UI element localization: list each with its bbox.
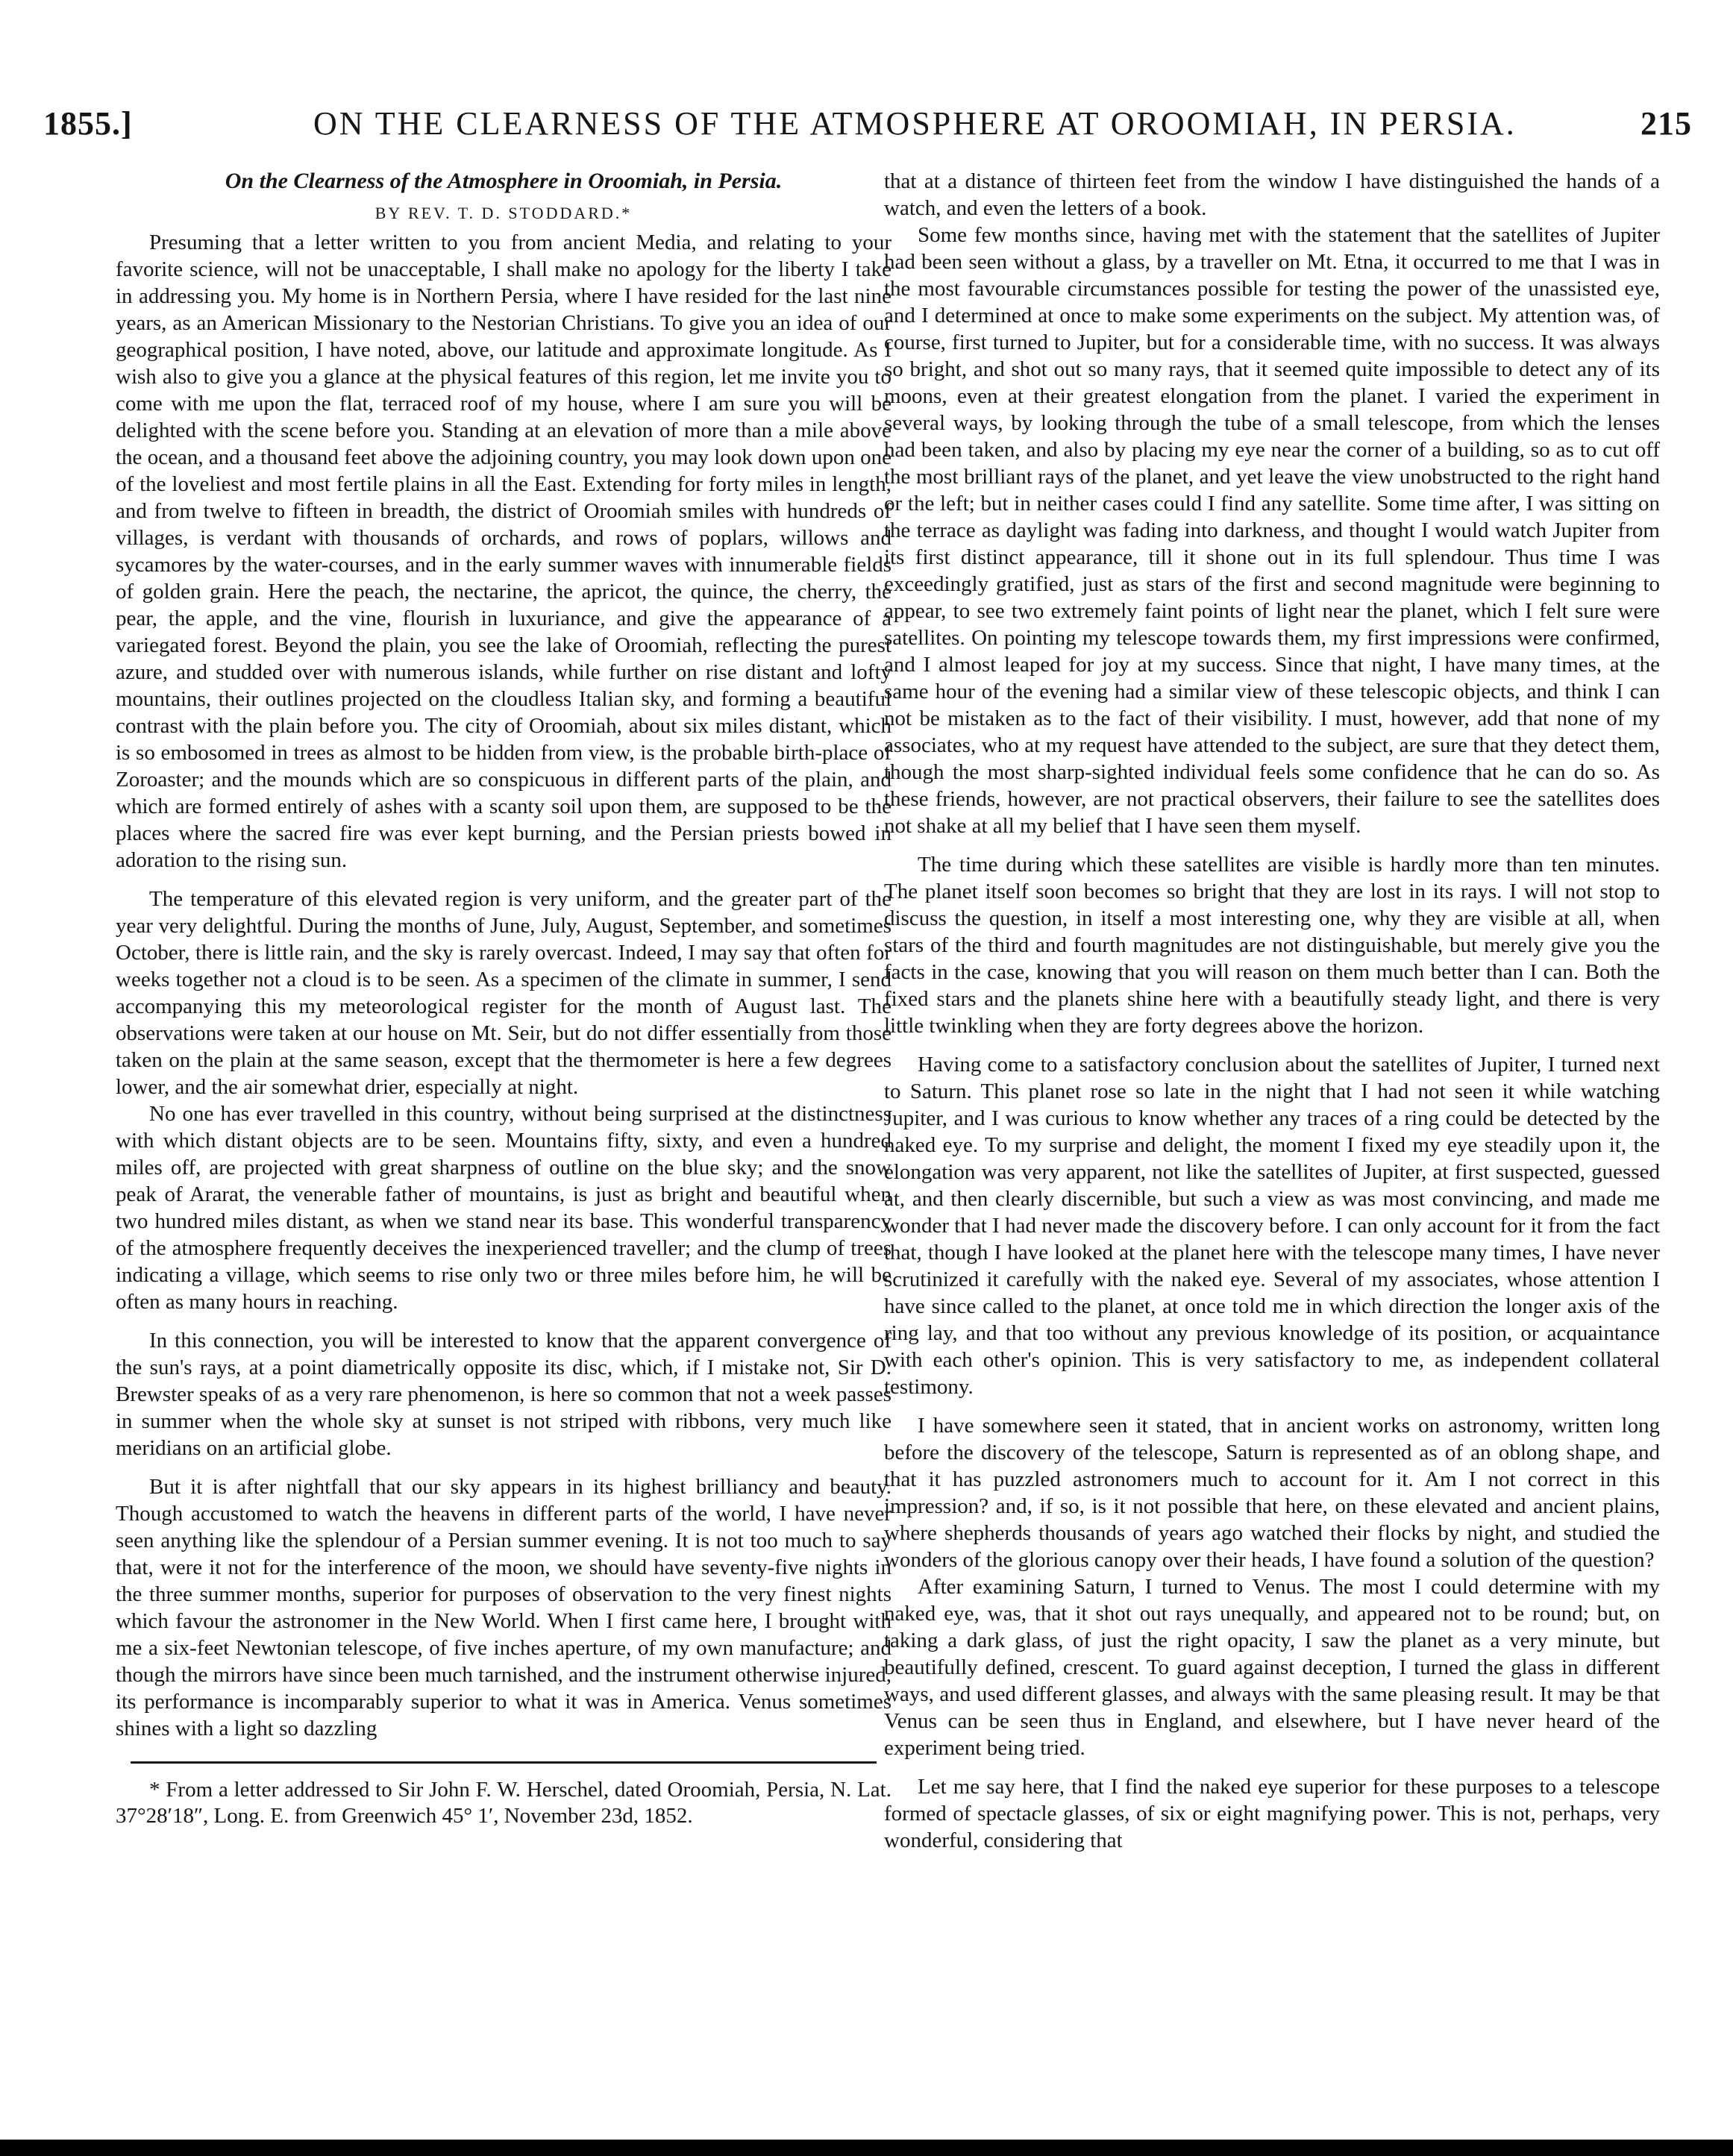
page-number: 215 [1640, 105, 1692, 142]
running-header [43, 104, 1692, 142]
footnote: * From a letter addressed to Sir John F. W. Herschel, dated Oroomiah, Persia, N. Lat. 37°28′18″, Long. E. from Greenwich 45° 1′, November 23d, 1852. [116, 1778, 891, 1828]
paragraph: But it is after nightfall that our sky appears in its highest brilliancy and beauty. Though accustomed to watch the heavens in different parts of the world, I have never seen anything like the splendour of a Persian summer evening. It is not too much to say that, were it not for the interference of the moon, we should have seventy-five nights in the three summer months, superior for purposes of observation to the very finest nights which favour the astronomer in the New World. When I first came here, I brought with me a six-feet Newtonian telescope, of five inches aperture, of my own manufacture; and though the mirrors have since been much tarnished, and the instrument otherwise injured, its performance is incomparably superior to what it was in America. Venus sometimes shines with a light so dazzling [116, 1475, 891, 1740]
paragraph: that at a distance of thirteen feet from the window I have distinguished the hands of a watch, and even the letters of a book. [884, 169, 1660, 220]
paragraph: The temperature of this elevated region is very uniform, and the greater part of the year very delightful. During the months of June, July, August, September, and sometimes October, there is little rain, and the sky is rarely overcast. Indeed, I may say that often for weeks together not a cloud is to be seen. As a specimen of the climate in summer, I send accompanying this my meteorological register for the month of August last. The observations were taken at our house on Mt. Seir, but do not differ essentially from those taken on the plain at the same season, except that the thermometer is here a few degrees lower, and the air somewhat drier, especially at night. [116, 887, 891, 1099]
scan-edge [0, 2140, 1733, 2156]
right-column [884, 168, 1660, 1854]
paragraph: After examining Saturn, I turned to Venus. The most I could determine with my naked eye, was, that it shot out rays unequally, and appeared not to be round; but, on taking a dark glass, of just the right opacity, I saw the planet as a very minute, but beautifully defined, crescent. To guard against deception, I turned the glass in different ways, and used different glasses, and always with the same pleasing result. It may be that Venus can be seen thus in England, and elsewhere, but I have never heard of the experiment being tried. [884, 1575, 1660, 1760]
paragraph: I have somewhere seen it stated, that in ancient works on astronomy, written long before the discovery of the telescope, Saturn is represented as of an oblong shape, and that it has puzzled astronomers much to account for it. Am I not correct in this impression? and, if so, is it not possible that here, on these elevated and ancient plains, where shepherds thousands of years ago watched their flocks by night, and studied the wonders of the glorious canopy over their heads, I have found a solution of the question? [884, 1414, 1660, 1572]
byline: BY REV. T. D. STODDARD.* [375, 204, 633, 222]
footnote-divider [131, 1761, 877, 1764]
running-title: ON THE CLEARNESS OF THE ATMOSPHERE AT OROOMIAH, IN PERSIA. [313, 105, 1517, 142]
paragraph: In this connection, you will be interested to know that the apparent convergence of the sun's rays, at a point diametrically opposite its disc, which, if I mistake not, Sir D. Brewster speaks of as a very rare phenomenon, is here so common that not a week passes in summer when the whole sky at sunset is not striped with ribbons, very much like meridians on an artificial globe. [116, 1329, 891, 1460]
article-title: On the Clearness of the Atmosphere in Oroomiah, in Persia. [225, 169, 783, 193]
paragraph: The time during which these satellites are visible is hardly more than ten minutes. The planet itself soon becomes so bright that they are lost in its rays. I will not stop to discuss the question, in itself a most interesting one, why they are visible at all, when stars of the third and fourth magnitudes are not distinguishable, but merely give you the facts in the case, knowing that you will reason on them much better than I can. Both the fixed stars and the planets shine here with a beautifully steady light, and there is very little twinkling when they are forty degrees above the horizon. [884, 853, 1660, 1038]
paragraph: Some few months since, having met with the statement that the satellites of Jupiter had been seen without a glass, by a traveller on Mt. Etna, it occurred to me that I was in the most favourable circumstances possible for testing the power of the unassisted eye, and I determined at once to make some experiments on the subject. My attention was, of course, first turned to Jupiter, but for a considerable time, with no success. It was always so bright, and shot out so many rays, that it seemed quite impossible to detect any of its moons, even at their greatest elongation from the planet. I varied the experiment in several ways, by looking through the tube of a small telescope, from which the lenses had been taken, and also by placing my eye near the corner of a building, so as to cut off the most brilliant rays of the planet, and yet leave the view unobstructed to the right hand or the left; but in neither cases could I find any satellite. Some time after, I was sitting on the terrace as daylight was fading into darkness, and thought I would watch Jupiter from its first distinct appearance, till it shone out in its full splendour. Thus time I was exceedingly gratified, just as stars of the first and second magnitude were beginning to appear, to see two extremely faint points of light near the planet, which I felt sure were satellites. On pointing my telescope towards them, my first impressions were confirmed, and I almost leaped for joy at my success. Since that night, I have many times, at the same hour of the evening had a similar view of these telescopic objects, and think I can not be mistaken as to the fact of their visibility. I must, however, add that none of my associates, who at my request have attended to the subject, are sure that they detect them, though the most sharp-sighted individual feels some confidence that he can do so. As these friends, however, are not practical observers, their failure to see the satellites does not shake at all my belief that I have seen them myself. [884, 223, 1660, 838]
header-year: 1855.] [43, 105, 133, 142]
paragraph: Let me say here, that I find the naked eye superior for these purposes to a telescope formed of spectacle glasses, of six or eight magnifying power. This is not, perhaps, very wonderful, considering that [884, 1775, 1660, 1852]
paragraph: No one has ever travelled in this country, without being surprised at the distinctness with which distant objects are to be seen. Mountains fifty, sixty, and even a hundred miles off, are projected with great sharpness of outline on the blue sky; and the snow peak of Ararat, the venerable father of mountains, is just as bright and beautiful when two hundred miles distant, as when we stand near its base. This wonderful transparency of the atmosphere frequently deceives the inexperienced traveller; and the clump of trees indicating a village, which seems to rise only two or three miles before him, he will be often as many hours in reaching. [116, 1102, 891, 1314]
paragraph: Having come to a satisfactory conclusion about the satellites of Jupiter, I turned next to Saturn. This planet rose so late in the night that I had not seen it while watching Jupiter, and I was curious to know whether any traces of a ring could be detected by the naked eye. To my surprise and delight, the moment I fixed my eye steadily upon it, the elongation was very apparent, not like the satellites of Jupiter, at first suspected, guessed at, and then clearly discernible, but such a view as was most convincing, and made me wonder that I had never made the discovery before. I can only account for it from the fact that, though I have looked at the planet here with the telescope many times, I have never scrutinized it carefully with the naked eye. Several of my associates, whose attention I have since called to the planet, at once told me in which direction the longer axis of the ring lay, and that too without any previous knowledge of its position, or acquaintance with each other's opinion. This is very satisfactory to me, as independent collateral testimony. [884, 1053, 1660, 1399]
paragraph: Presuming that a letter written to you from ancient Media, and relating to your favorite science, will not be unacceptable, I shall make no apology for the liberty I take in addressing you. My home is in Northern Persia, where I have resided for the last nine years, as an American Missionary to the Nestorian Christians. To give you an idea of our geographical position, I have noted, above, our latitude and approximate longitude. As I wish also to give you a glance at the physical features of this region, let me invite you to come with me upon the flat, terraced roof of my house, where I am sure you will be delighted with the scene before you. Standing at an elevation of more than a mile above the ocean, and a thousand feet above the adjoining country, you may look down upon one of the loveliest and most fertile plains in all the East. Extending for forty miles in length, and from twelve to fifteen in breadth, the district of Oroomiah smiles with hundreds of villages, is verdant with thousands of orchards, and rows of poplars, willows and sycamores by the water-courses, and in the early summer waves with innumerable fields of golden grain. Here the peach, the nectarine, the apricot, the quince, the cherry, the pear, the apple, and the vine, flourish in luxuriance, and give the appearance of a variegated forest. Beyond the plain, you see the lake of Oroomiah, reflecting the purest azure, and studded over with numerous islands, while further on rise distant and lofty mountains, their outlines projected on the cloudless Italian sky, and forming a beautiful contrast with the plain before you. The city of Oroomiah, about six miles distant, which is so embosomed in trees as almost to be hidden from view, is the probable birth-place of Zoroaster; and the mounds which are so conspicuous in different parts of the plain, and which are formed entirely of ashes with a scanty soil upon them, are supposed to be the places where the sacred fire was ever kept burning, and the Persian priests bowed in adoration to the rising sun. [116, 231, 891, 872]
left-column [116, 168, 891, 1829]
